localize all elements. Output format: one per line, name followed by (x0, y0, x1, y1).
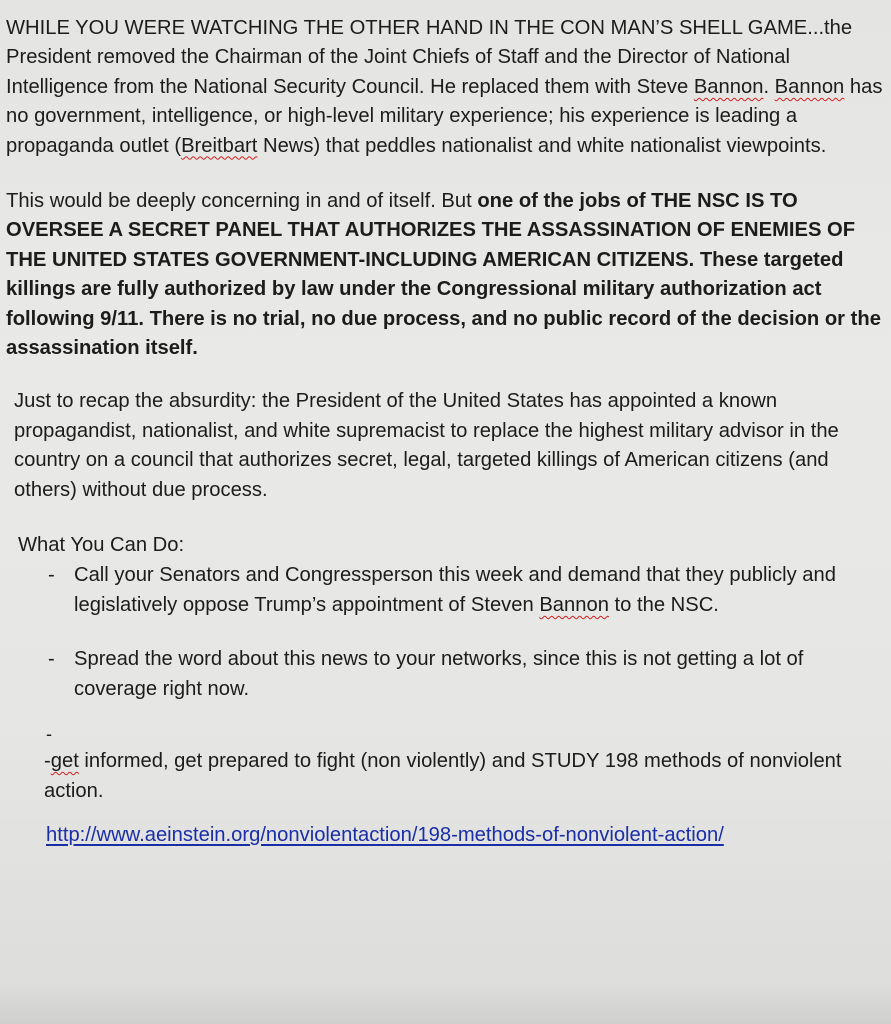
spellcheck-word-breitbart: Breitbart (181, 134, 258, 157)
nsc-text-bold: one of the jobs of THE NSC IS TO OVERSEE A SECRET PANEL THAT AUTHORIZES THE ASSASSINATION OF ENEMIES OF THE UNITED STATES GOVERNMENT-INCLUDING AMERICAN CITIZENS. These targeted killings are fully authorized by law under the Congressional military authorization act following 9/11. There is no trial, no due process, and no public record of the decision or the assassination itself. (6, 190, 881, 360)
list-item (6, 644, 883, 704)
bullet-text-1a: Call your Senators and Congressperson this week and demand that they publicly and legislatively oppose Trump’s appointment of Steven (74, 564, 836, 617)
intro-text-2: . (763, 75, 775, 98)
final-prefix: - (44, 750, 51, 773)
spellcheck-word-get: get (50, 750, 79, 773)
bullet-text-2: Spread the word about this news to your networks, since this is not getting a lot of coverage right now. (74, 648, 804, 701)
stray-dash: - (46, 724, 52, 745)
paragraph-recap: Just to recap the absurdity: the President of the United States has appointed a known propagandist, nationalist, and white supremacist to replace the highest military advisor in the country on a council that authorizes secret, legal, targeted killings of American citizens (and others) without due process. (14, 390, 839, 501)
spellcheck-word-bannon: Bannon (539, 594, 609, 617)
spellcheck-word-bannon: Bannon (774, 75, 845, 98)
bullet-dash: - (48, 648, 55, 671)
intro-text-4: News) that peddles nationalist and white nationalist viewpoints. (257, 134, 827, 157)
paragraph-nsc (6, 187, 883, 363)
methods-link[interactable]: http://www.aeinstein.org/nonviolentaction/198-methods-of-nonviolent-action/ (46, 824, 724, 847)
spellcheck-word-bannon: Bannon (693, 75, 764, 98)
nsc-text-plain: This would be deeply concerning in and of itself. But (6, 190, 478, 213)
paragraph-intro (6, 14, 883, 161)
final-text: informed, get prepared to fight (non violently) and STUDY 198 methods of nonviolent action. (44, 750, 842, 803)
action-list (6, 560, 883, 704)
list-item (6, 560, 883, 620)
bullet-dash: - (48, 564, 55, 587)
intro-text-3: has no government, intelligence, or high-level military experience; his experience is leading a propaganda outlet ( (6, 75, 883, 157)
paragraph-get-informed (44, 746, 883, 806)
bullet-text-1b: to the NSC. (608, 594, 719, 617)
intro-text-1: WHILE YOU WERE WATCHING THE OTHER HAND IN THE CON MAN’S SHELL GAME...the President removed the Chairman of the Joint Chiefs of Staff and the Director of National Intelligence from the National Security Council. He replaced them with Steve (6, 17, 853, 98)
section-heading-what-you-can-do: What You Can Do: (18, 534, 185, 557)
